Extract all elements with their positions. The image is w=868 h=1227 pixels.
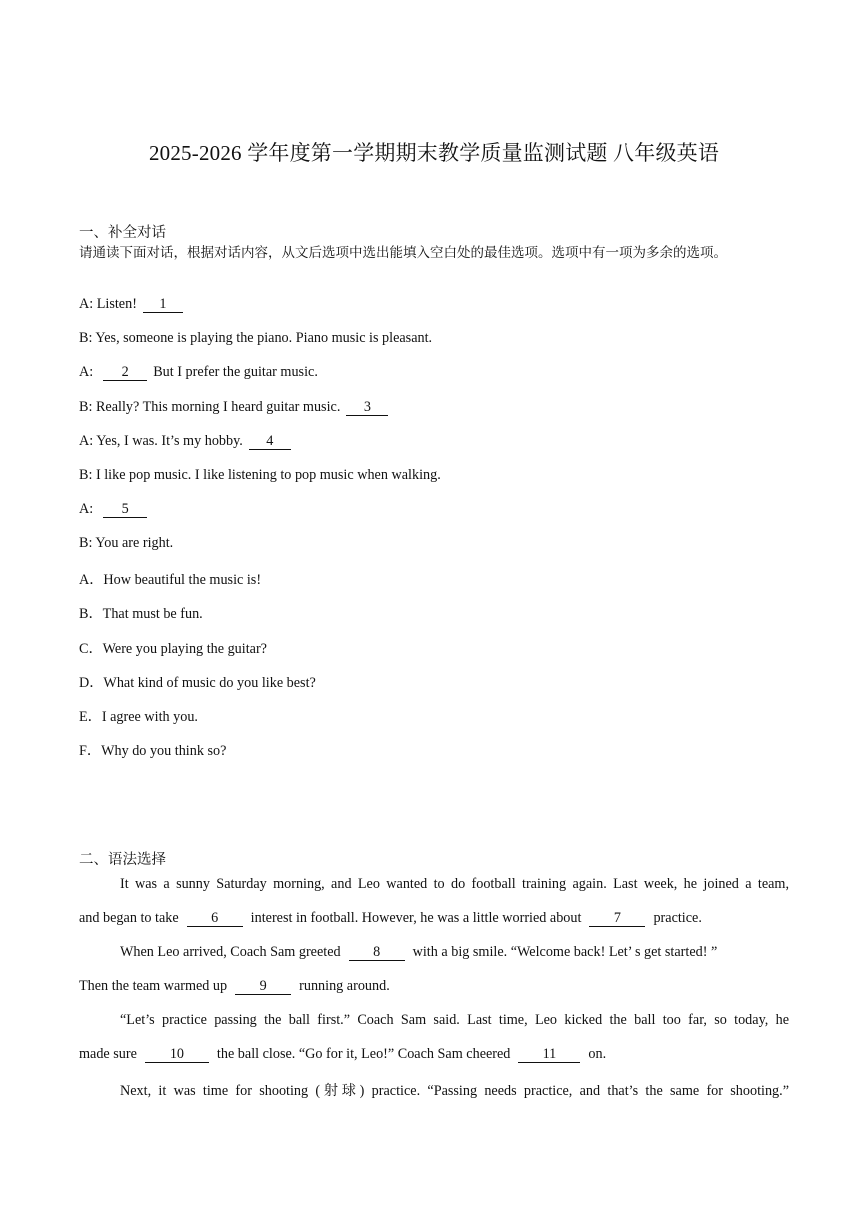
answer-blank: 8 (349, 945, 405, 961)
dialogue-line: A: 5 (79, 501, 153, 518)
passage-line: Next, it was time for shooting (射球) practice. “Passing needs practice, and that’s the same for shooting.” (120, 1083, 789, 1099)
passage-line: and began to take 6 interest in football. However, he was a little worried about 7 practice. (79, 910, 702, 926)
option-e: E．I agree with you. (79, 709, 198, 725)
dialogue-line: B: You are right. (79, 535, 174, 551)
answer-blank: 7 (589, 911, 645, 927)
page-title: 2025-2026 学年度第一学期期末教学质量监测试题 八年级英语 (148, 141, 720, 165)
answer-blank: 2 (103, 365, 147, 381)
answer-blank: 4 (249, 434, 291, 450)
option-b: B．That must be fun. (79, 606, 203, 622)
passage-line: Then the team warmed up 9 running around. (79, 978, 390, 994)
option-f: F．Why do you think so? (79, 743, 227, 759)
section2-heading: 二、语法选择 (79, 852, 166, 868)
dialogue-line: B: I like pop music. I like listening to pop music when walking. (79, 467, 441, 483)
answer-blank: 11 (518, 1047, 580, 1063)
option-c: C．Were you playing the guitar? (79, 641, 267, 657)
dialogue-line: A: 2 But I prefer the guitar music. (79, 364, 318, 380)
passage-line: When Leo arrived, Coach Sam greeted 8 with a big smile. “Welcome back! Let’ s get started! ” (120, 944, 718, 960)
passage-line: made sure 10 the ball close. “Go for it, Leo!” Coach Sam cheered 11 on. (79, 1046, 607, 1062)
passage-line: “Let’s practice passing the ball first.” Coach Sam said. Last time, Leo kicked the ball too far, so today, he (120, 1012, 789, 1028)
answer-blank: 6 (187, 911, 243, 927)
option-a: A．How beautiful the music is! (79, 572, 262, 588)
dialogue-line: A: Listen! 1 (79, 296, 189, 313)
dialogue-line: A: Yes, I was. It’s my hobby. 4 (79, 433, 297, 450)
answer-blank: 10 (145, 1047, 209, 1063)
answer-blank: 9 (235, 979, 291, 995)
section1-instructions: 请通读下面对话，根据对话内容，从文后选项中选出能填入空白处的最佳选项。选项中有一项为多余的选项。 (79, 245, 727, 261)
dialogue-line: B: Yes, someone is playing the piano. Piano music is pleasant. (79, 330, 433, 346)
answer-blank: 3 (346, 400, 388, 416)
answer-blank: 1 (143, 297, 183, 313)
answer-blank: 5 (103, 502, 147, 518)
section1-heading: 一、补全对话 (79, 225, 166, 241)
dialogue-line: B: Really? This morning I heard guitar music. 3 (79, 399, 394, 416)
passage-line: It was a sunny Saturday morning, and Leo wanted to do football training again. Last week, he joined a team, (120, 876, 789, 892)
option-d: D．What kind of music do you like best? (79, 675, 316, 691)
